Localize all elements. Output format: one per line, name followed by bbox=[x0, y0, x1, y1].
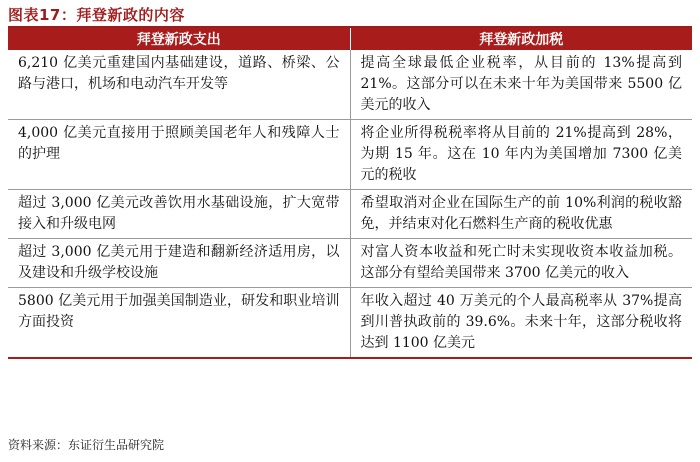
spending-cell: 超过 3,000 亿美元用于建造和翻新经济适用房，以及建设和升级学校设施 bbox=[8, 239, 350, 288]
source-note: 资料来源：东证衍生品研究院 bbox=[8, 438, 165, 452]
tax-cell: 提高全球最低企业税率，从目前的 13%提高到 21%。这部分可以在未来十年为美国带来 5500 亿美元的收入 bbox=[350, 50, 692, 120]
header-tax: 拜登新政加税 bbox=[350, 28, 692, 50]
table-row bbox=[8, 288, 692, 359]
tax-cell: 年收入超过 40 万美元的个人最高税率从 37%提高到川普执政前的 39.6%。未来十年，这部分税收将达到 1100 亿美元 bbox=[350, 288, 692, 359]
policy-table bbox=[8, 28, 692, 359]
table-row bbox=[8, 120, 692, 190]
figure-title: 图表17：拜登新政的内容 bbox=[8, 6, 185, 24]
table-header-row bbox=[8, 28, 692, 50]
table-row bbox=[8, 239, 692, 288]
tax-cell: 对富人资本收益和死亡时未实现收资本收益加税。这部分有望给美国带来 3700 亿美元的收入 bbox=[350, 239, 692, 288]
table-row bbox=[8, 50, 692, 120]
tax-cell: 希望取消对企业在国际生产的前 10%利润的税收豁免，并结束对化石燃料生产商的税收优惠 bbox=[350, 190, 692, 239]
spending-cell: 4,000 亿美元直接用于照顾美国老年人和残障人士的护理 bbox=[8, 120, 350, 190]
spending-cell: 超过 3,000 亿美元改善饮用水基础设施，扩大宽带接入和升级电网 bbox=[8, 190, 350, 239]
header-spending: 拜登新政支出 bbox=[8, 28, 350, 50]
table-row bbox=[8, 190, 692, 239]
spending-cell: 5800 亿美元用于加强美国制造业，研发和职业培训方面投资 bbox=[8, 288, 350, 359]
spending-cell: 6,210 亿美元重建国内基础建设，道路、桥梁、公路与港口，机场和电动汽车开发等 bbox=[8, 50, 350, 120]
tax-cell: 将企业所得税税率将从目前的 21%提高到 28%，为期 15 年。这在 10 年内为美国增加 7300 亿美元的税收 bbox=[350, 120, 692, 190]
